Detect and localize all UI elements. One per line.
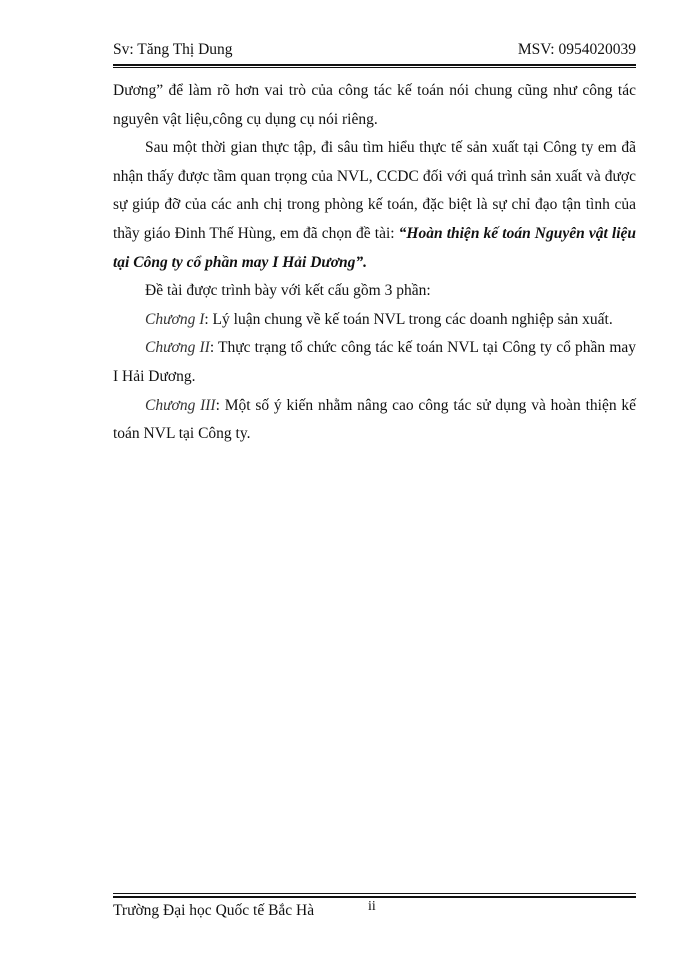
thesis-title: “Hoàn thiện kế toán Nguyên vật liệu tại Công ty cổ phần may I Hải Dương”. (113, 224, 636, 271)
chapter-2-text: : Thực trạng tổ chức công tác kế toán NVL tại Công ty cổ phần may I Hải Dương. (113, 339, 637, 385)
body-text (113, 77, 636, 449)
footer-rule-thin (113, 893, 636, 894)
chapter-1 (113, 306, 636, 335)
header-rule-thin (113, 67, 636, 68)
paragraph-topic (113, 134, 636, 277)
paragraph-intro-continued: Dương” để làm rõ hơn vai trò của công tác kế toán nói chung cũng như công tác nguyên vật liệu,công cụ dụng cụ nói riêng. (113, 82, 636, 128)
chapter-1-text: : Lý luận chung về kế toán NVL trong các doanh nghiệp sản xuất. (204, 310, 613, 328)
header-student-id: MSV: 0954020039 (517, 41, 636, 58)
footer-school-name: Trường Đại học Quốc tế Bắc Hà (113, 902, 315, 919)
header-rule (113, 64, 636, 66)
chapter-2 (113, 334, 636, 391)
chapter-1-label: Chương I (145, 310, 205, 328)
page-number: ii (368, 899, 376, 914)
chapter-3 (113, 392, 636, 449)
paragraph-structure: Đề tài được trình bày với kết cấu gồm 3 phần: (145, 282, 431, 300)
chapter-2-label: Chương II (145, 339, 210, 357)
chapter-3-text: : Một số ý kiến nhằm nâng cao công tác sử dụng và hoàn thiện kế toán NVL tại Công ty. (113, 396, 636, 443)
chapter-3-label: Chương III (145, 396, 216, 414)
paragraph-topic-text: Sau một thời gian thực tập, đi sâu tìm hiểu thực tế sản xuất tại Công ty em đã nhận thấy được tầm quan trọng của NVL, CCDC đối với quá trình sản xuất và được sự giúp đỡ của các anh chị trong phòng kế toán, đặc biệt là sự chỉ đạo tận tình của thầy giáo Đinh Thế Hùng, em đã chọn đề tài: (113, 139, 636, 242)
header-student-name: Sv: Tăng Thị Dung (113, 41, 233, 58)
